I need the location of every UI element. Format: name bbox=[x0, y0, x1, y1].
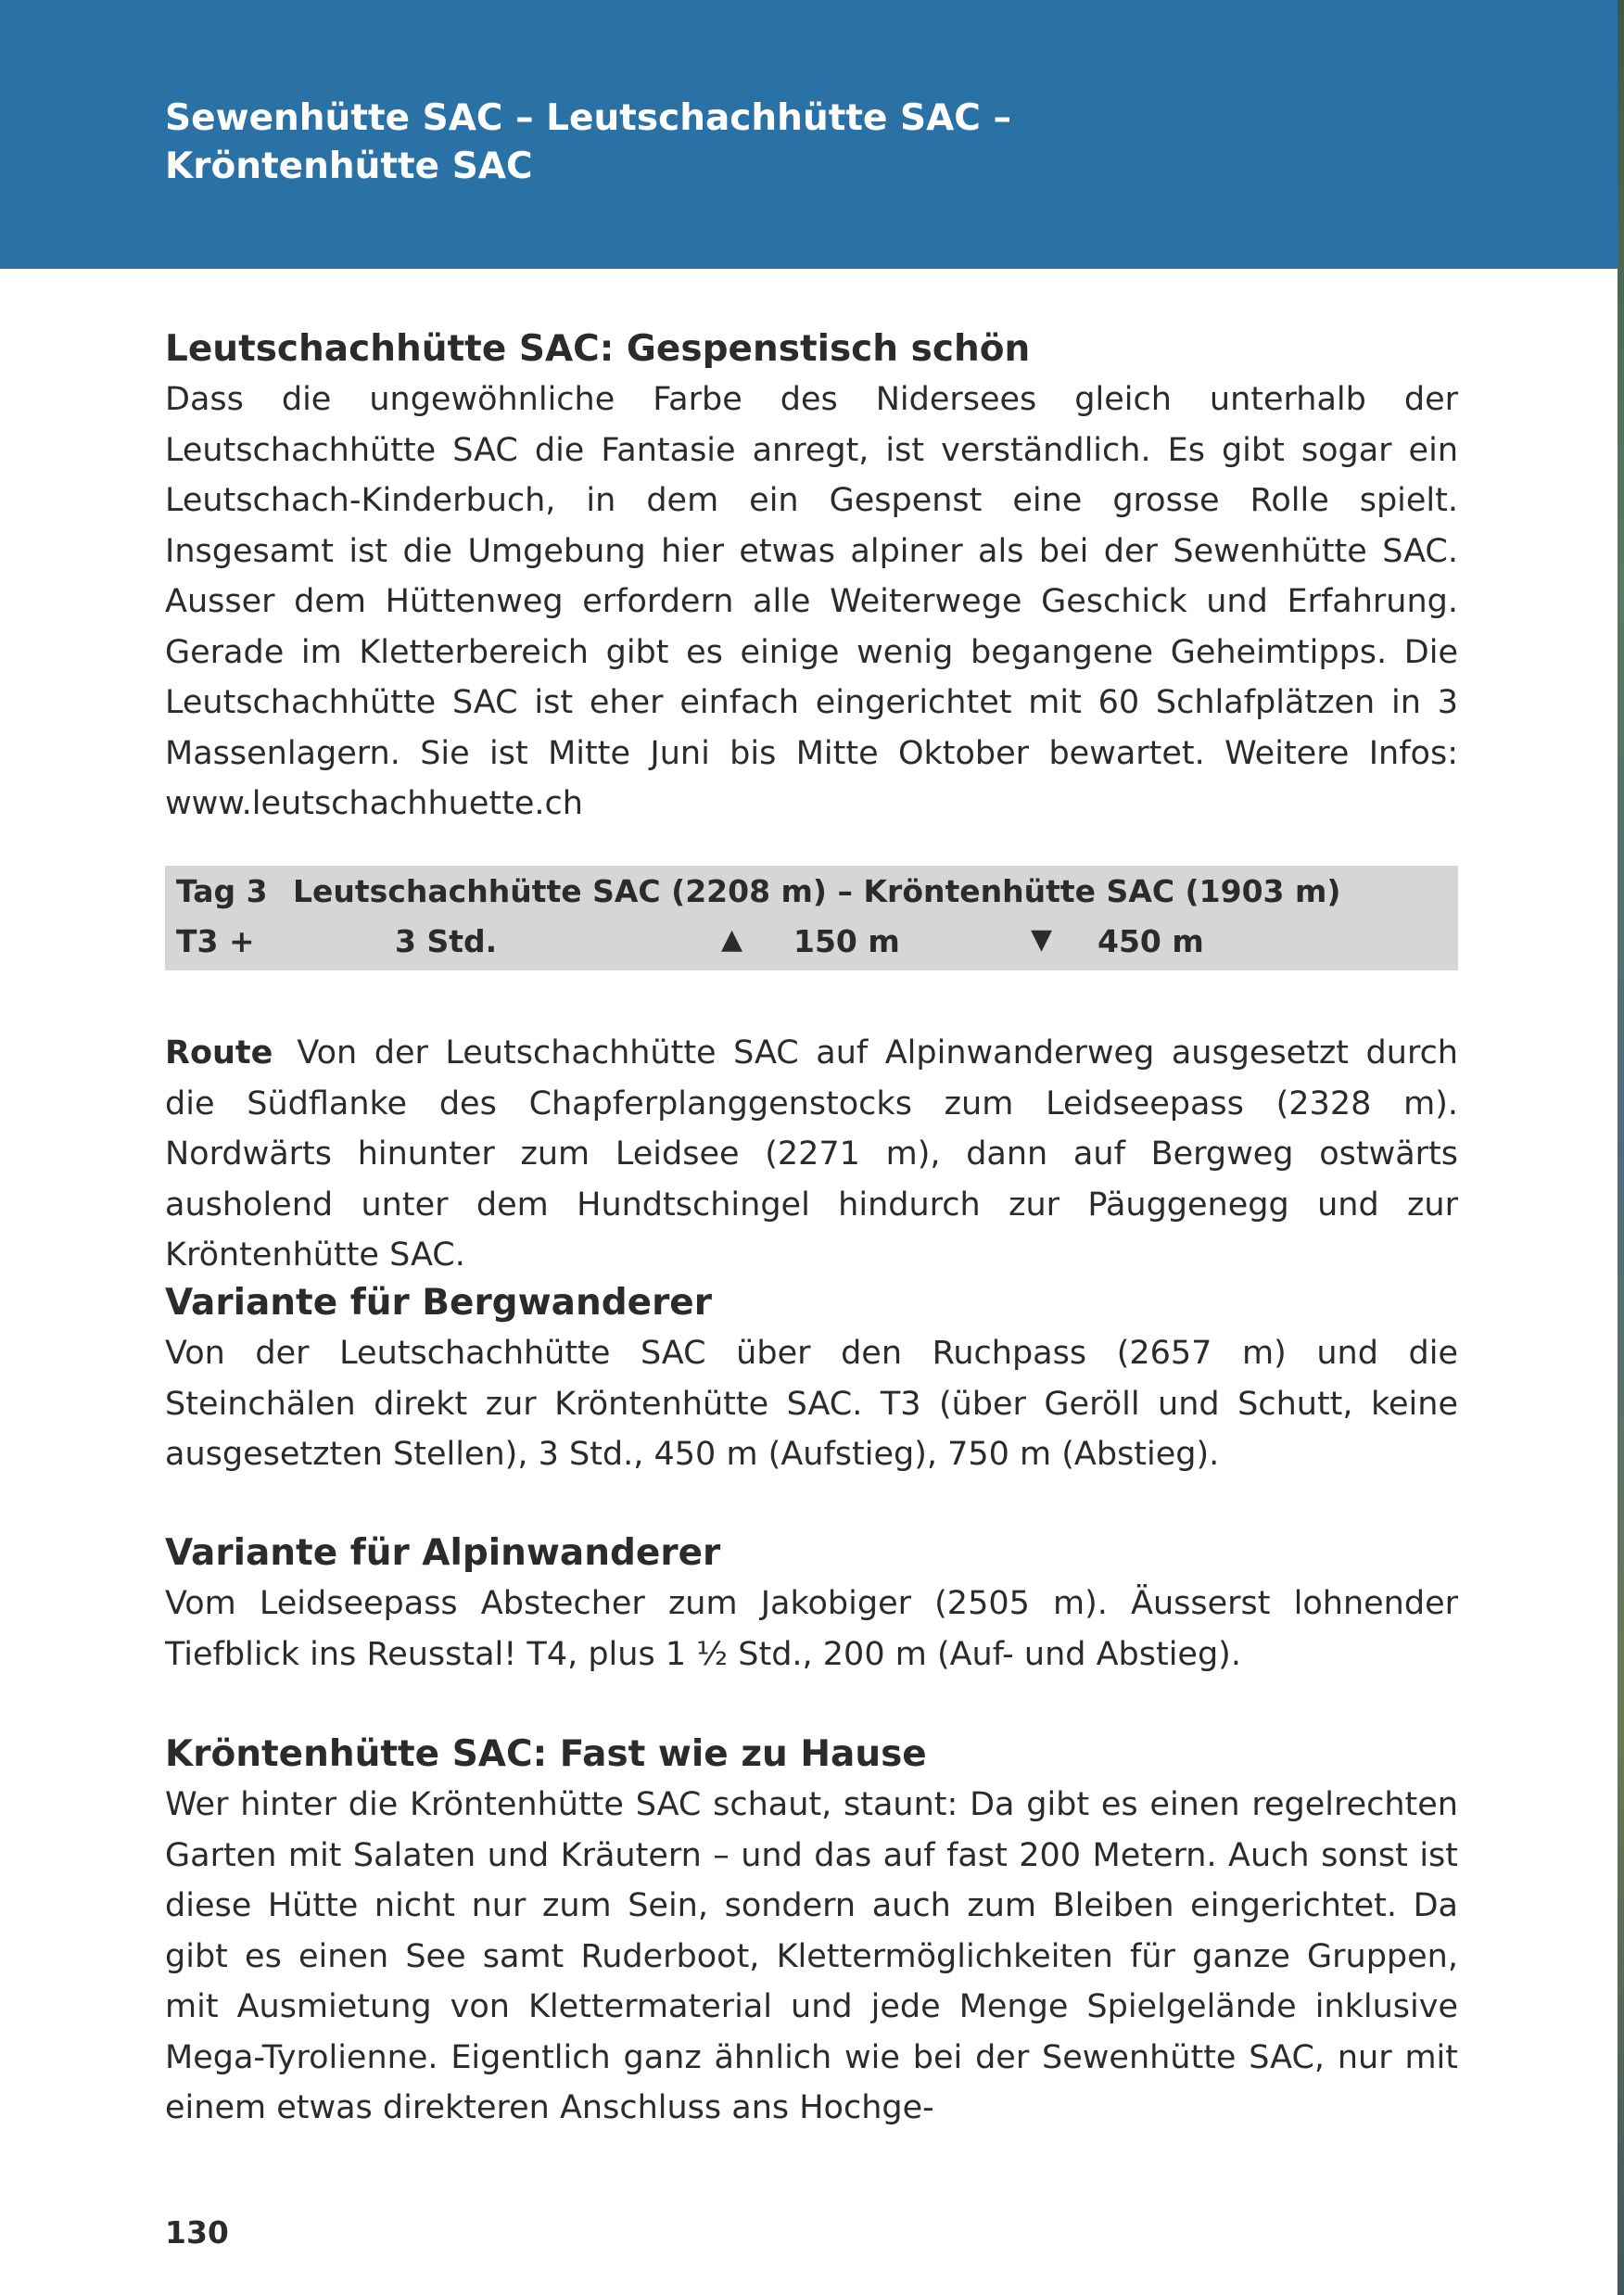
tour-route: Leutschachhütte SAC (2208 m) – Kröntenhütte SAC (1903 m) bbox=[293, 873, 1341, 909]
chapter-title bbox=[165, 95, 1370, 191]
page-number: 130 bbox=[165, 2214, 229, 2251]
tour-info-box bbox=[165, 866, 1458, 970]
section-heading: Kröntenhütte SAC: Fast wie zu Hause bbox=[165, 1733, 927, 1775]
variant-text: Von der Leutschachhütte SAC über den Ruchpass (2657 m) und die Steinchälen direkt zur Kröntenhütte SAC. T3 (über Geröll und Schutt, keine ausgesetzten Stellen), 3 Std., 450 m (Aufstieg), 750 m (Abstieg). bbox=[165, 1335, 1458, 1473]
tour-day: Tag 3 bbox=[176, 873, 268, 909]
variant-text: Vom Leidseepass Abstecher zum Jakobiger (2505 m). Äusserst lohnender Tiefblick ins Reusstal! T4, plus 1 ½ Std., 200 m (Auf- und Abstieg). bbox=[165, 1585, 1458, 1673]
chapter-title-line2: Kröntenhütte SAC bbox=[165, 146, 533, 187]
tour-descent: 450 m bbox=[1097, 923, 1204, 959]
section-heading: Leutschachhütte SAC: Gespenstisch schön bbox=[165, 328, 1031, 370]
section-text: Dass die ungewöhnliche Farbe des Nidersees gleich unterhalb der Leutschachhütte SAC die Fantasie anregt, ist verständlich. Es gibt sogar ein Leutschach-Kinderbuch, in dem ein Gespenst eine grosse Rolle spielt. Insgesamt ist die Umgebung hier etwas alpiner als bei der Sewenhütte SAC. Ausser dem Hüttenweg erfordern alle Weiterwege Geschick und Erfahrung. Gerade im Kletterbereich gibt es einige wenig begangene Geheimtipps. Die Leutschachhütte SAC ist eher einfach eingerichtet mit 60 Schlafplätzen in 3 Massenlagern. Sie ist Mitte Juni bis Mitte Oktober bewartet. Weitere Infos: www.leutschachhuette.ch bbox=[165, 381, 1458, 822]
chapter-title-line1: Sewenhütte SAC – Leutschachhütte SAC – bbox=[165, 97, 1011, 139]
triangle-down-icon: ▼ bbox=[1031, 923, 1053, 956]
header-band bbox=[0, 0, 1618, 269]
variant-heading: Variante für Bergwanderer bbox=[165, 1282, 712, 1324]
section-text: Wer hinter die Kröntenhütte SAC schaut, staunt: Da gibt es einen regelrechten Garten mit Salaten und Kräutern – und das auf fast 200 Metern. Auch sonst ist diese Hütte nicht nur zum Sein, sondern auch zum Bleiben eingerichtet. Da gibt es einen See samt Ruderboot, Klettermöglichkeiten für ganze Gruppen, mit Ausmietung von Klettermaterial und jede Menge Spielgelände inklusive Mega-Tyrolienne. Eigentlich ganz ähnlich wie bei der Sewenhütte SAC, nur mit einem etwas direkteren Anschluss ans Hochge- bbox=[165, 1786, 1458, 2126]
tour-ascent: 150 m bbox=[793, 923, 900, 959]
triangle-up-icon: ▲ bbox=[721, 923, 743, 956]
section-leutschachhuette bbox=[165, 324, 1458, 830]
page-edge-photo-strip bbox=[1618, 0, 1624, 2295]
variant-heading: Variante für Alpinwanderer bbox=[165, 1532, 721, 1574]
variant-bergwanderer bbox=[165, 1278, 1458, 1480]
route-paragraph bbox=[165, 1028, 1458, 1281]
route-label: Route bbox=[165, 1034, 273, 1071]
route-section bbox=[165, 1028, 1458, 1281]
section-kroentenhuette bbox=[165, 1730, 1458, 2134]
route-text: Von der Leutschachhütte SAC auf Alpinwanderweg ausgesetzt durch die Südflanke des Chapferplanggenstocks zum Leidseepass (2328 m). Nordwärts hinunter zum Leidsee (2271 m), dann auf Bergweg ostwärts ausholend unter dem Hundtschingel hindurch zur Päuggenegg und zur Kröntenhütte SAC. bbox=[165, 1034, 1458, 1274]
tour-grade: T3 + bbox=[176, 923, 255, 959]
tour-duration: 3 Std. bbox=[395, 923, 498, 959]
variant-alpinwanderer bbox=[165, 1528, 1458, 1680]
